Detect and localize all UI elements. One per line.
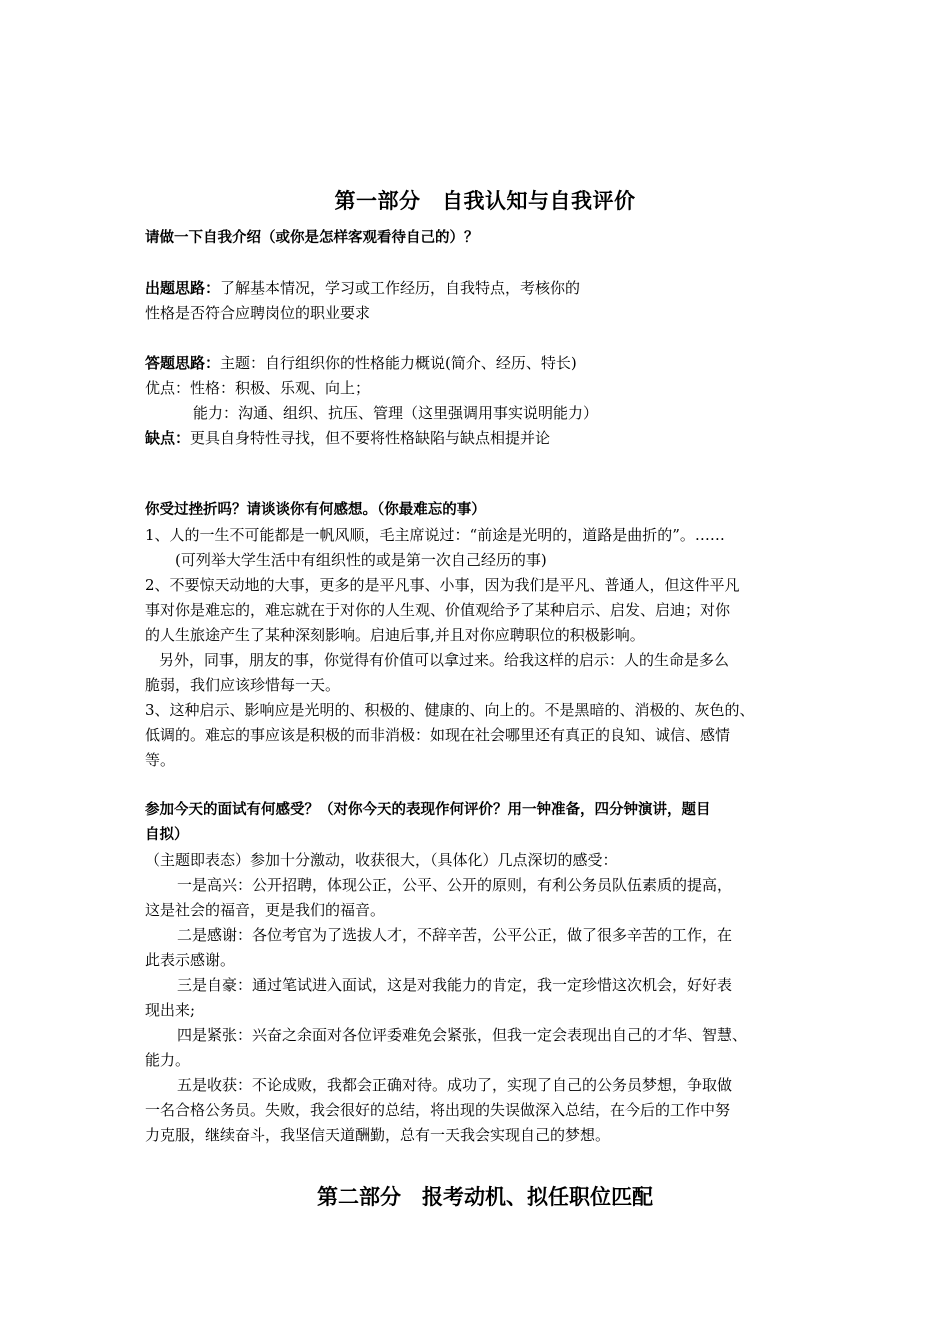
q2-line: 的人生旅途产生了某种深刻影响。启迪后事,并且对你应聘职位的积极影响。	[145, 626, 645, 644]
q1-strength-line1: 优点：性格：积极、乐观、向上；	[145, 379, 371, 397]
q3-line: 这是社会的福音，更是我们的福音。	[145, 901, 386, 919]
q3-question-line2: 自拟）	[145, 827, 189, 843]
q3-line: 三是自豪：通过笔试进入面试，这是对我能力的肯定，我一定珍惜这次机会，好好表	[177, 976, 733, 994]
q2-line: 1、人的一生不可能都是一帆风顺，毛主席说过：“前途是光明的，道路是曲折的”。……	[145, 526, 725, 544]
q3-line: 二是感谢：各位考官为了选拔人才，不辞辛苦，公平公正，做了很多辛苦的工作，在	[177, 926, 733, 944]
q1-question: 请做一下自我介绍（或你是怎样客观看待自己的）？	[145, 230, 479, 246]
q2-question: 你受过挫折吗？请谈谈你有何感想。（你最难忘的事）	[145, 502, 486, 518]
q1-idea-text2: 性格是否符合应聘岗位的职业要求	[145, 304, 371, 322]
q1-weakness-label: 缺点：	[145, 429, 191, 447]
q2-line: 脆弱，我们应该珍惜每一天。	[145, 676, 341, 694]
q2-line: 等。	[145, 751, 176, 769]
q3-line: 四是紧张：兴奋之余面对各位评委难免会紧张，但我一定会表现出自己的才华、智慧、	[177, 1026, 748, 1044]
q3-line: 此表示感谢。	[145, 951, 236, 969]
part2-title: 第二部分 报考动机、拟任职位匹配	[317, 1185, 653, 1209]
q2-line: (可列举大学生活中有组织性的或是第一次自己经历的事)	[175, 551, 547, 569]
q2-line: 3、这种启示、影响应是光明的、积极的、健康的、向上的。不是黑暗的、消极的、灰色的、	[145, 701, 755, 719]
q1-strength-line2: 能力：沟通、组织、抗压、管理（这里强调用事实说明能力）	[193, 404, 599, 422]
q3-line: 一名合格公务员。失败，我会很好的总结，将出现的失误做深入总结，在今后的工作中努	[145, 1101, 731, 1119]
q1-idea-label: 出题思路：	[145, 279, 221, 297]
q1-weakness	[145, 426, 825, 451]
q1-answer-text: 主题：自行组织你的性格能力概说(简介、经历、特长)	[220, 354, 577, 372]
q1-idea-text: 了解基本情况，学习或工作经历，自我特点，考核你的	[220, 279, 581, 297]
q3-line: 力克服，继续奋斗，我坚信天道酬勤，总有一天我会实现自己的梦想。	[145, 1126, 611, 1144]
part1-title: 第一部分 自我认知与自我评价	[334, 189, 636, 213]
q3-line: 一是高兴：公开招聘，体现公正，公平、公开的原则，有利公务员队伍素质的提高，	[177, 876, 733, 894]
q2-line: 2、不要惊天动地的大事，更多的是平凡事、小事，因为我们是平凡、普通人，但这件平凡	[145, 576, 740, 594]
q2-line: 低调的。难忘的事应该是积极的而非消极：如现在社会哪里还有真正的良知、诚信、感情	[145, 726, 731, 744]
q1-answer-label: 答题思路：	[145, 354, 221, 372]
q1-idea	[145, 276, 825, 301]
document-page	[145, 184, 825, 1148]
q3-line: 五是收获：不论成败，我都会正确对待。成功了，实现了自己的公务员梦想，争取做	[177, 1076, 733, 1094]
q3-line: 现出来;	[145, 1001, 196, 1019]
q2-line: 另外，同事，朋友的事，你觉得有价值可以拿过来。给我这样的启示：人的生命是多么	[159, 651, 730, 669]
q3-line: 能力。	[145, 1051, 191, 1069]
q1-weakness-text: 更具自身特性寻找，但不要将性格缺陷与缺点相提并论	[190, 429, 551, 447]
q1-answer	[145, 351, 825, 376]
q3-line: （主题即表态）参加十分激动，收获很大，（具体化）几点深切的感受：	[145, 851, 618, 869]
q3-question-line1: 参加今天的面试有何感受？（对你今天的表现作何评价？用一钟准备，四分钟演讲，题目	[145, 802, 711, 818]
q2-line: 事对你是难忘的，难忘就在于对你的人生观、价值观给予了某种启示、启发、启迪；对你	[145, 601, 731, 619]
